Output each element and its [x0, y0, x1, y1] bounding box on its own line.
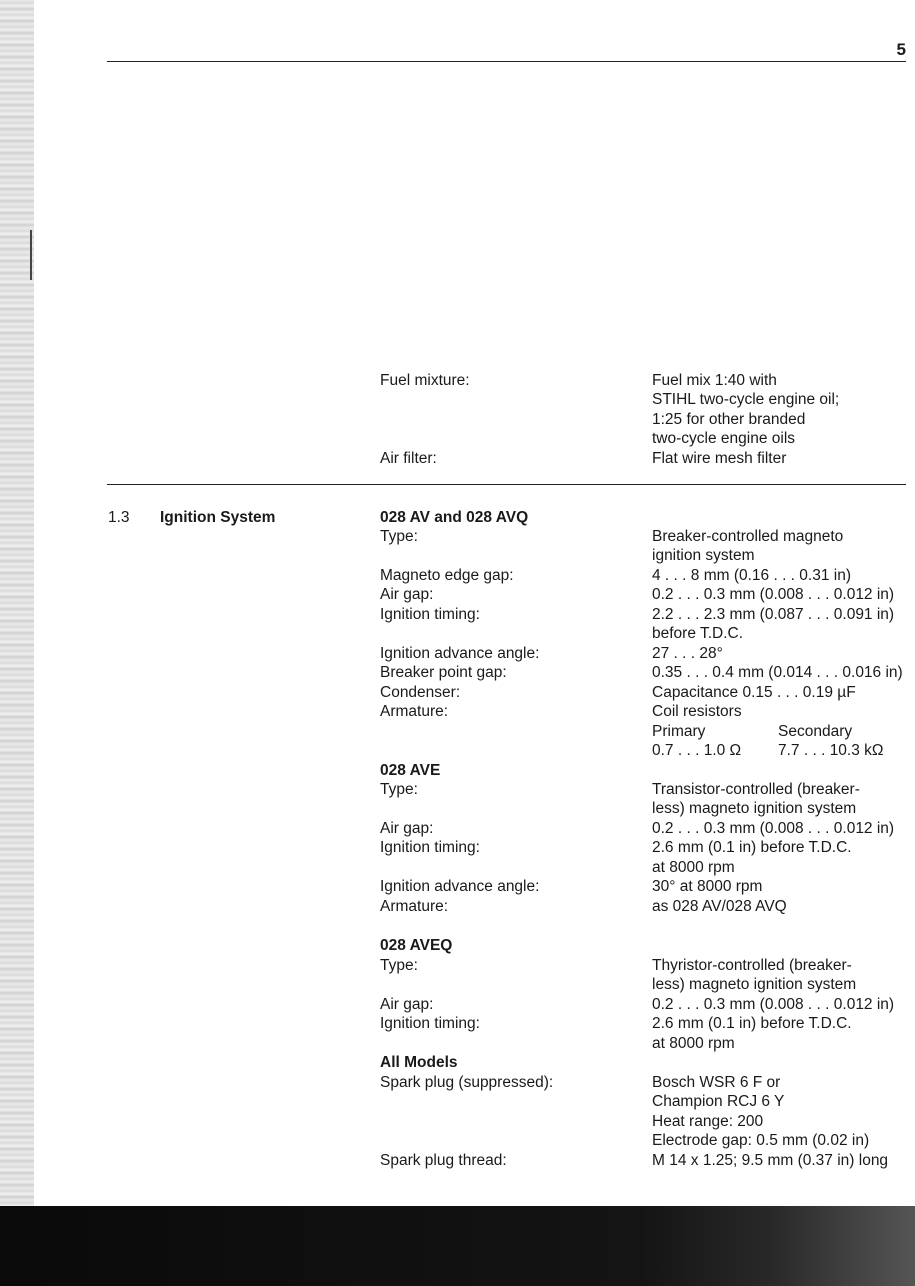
condenser-label: Condenser:: [380, 684, 461, 701]
secondary-value: 7.7 . . . 10.3 kΩ: [778, 742, 884, 759]
scan-bottom-band: [0, 1206, 915, 1286]
ave-heading: 028 AVE: [380, 762, 441, 779]
spark-plug-label: Spark plug (suppressed):: [380, 1074, 554, 1091]
ave-armature-label: Armature:: [380, 898, 449, 915]
fuel-mixture-line: Fuel mix 1:40 with: [652, 372, 777, 389]
av-armature-label: Armature:: [380, 703, 449, 720]
aveq-type-line: Thyristor-controlled (breaker-: [652, 957, 852, 974]
spark-plug-line: Champion RCJ 6 Y: [652, 1093, 785, 1110]
spark-plug-line: Bosch WSR 6 F or: [652, 1074, 781, 1091]
fuel-mixture-line: STIHL two-cycle engine oil;: [652, 391, 840, 408]
section-title: Ignition System: [160, 509, 276, 526]
av-type-label: Type:: [380, 528, 418, 545]
all-models-heading: All Models: [380, 1054, 458, 1071]
av-advance-angle-value: 27 . . . 28°: [652, 645, 723, 662]
ave-armature-value: as 028 AV/028 AVQ: [652, 898, 787, 915]
scan-edge-mark: [30, 230, 32, 280]
primary-label: Primary: [652, 723, 706, 740]
av-type-line: Breaker-controlled magneto: [652, 528, 844, 545]
ave-type-line: less) magneto ignition system: [652, 800, 857, 817]
ave-ignition-timing-line: 2.6 mm (0.1 in) before T.D.C.: [652, 839, 852, 856]
spark-plug-thread-label: Spark plug thread:: [380, 1152, 507, 1169]
av-type-line: ignition system: [652, 547, 755, 564]
av-air-gap-value: 0.2 . . . 0.3 mm (0.008 . . . 0.012 in): [652, 586, 895, 603]
spark-plug-line: Heat range: 200: [652, 1113, 764, 1130]
ave-type-label: Type:: [380, 781, 418, 798]
magneto-edge-gap-label: Magneto edge gap:: [380, 567, 514, 584]
av-avq-heading: 028 AV and 028 AVQ: [380, 509, 529, 526]
ave-air-gap-value: 0.2 . . . 0.3 mm (0.008 . . . 0.012 in): [652, 820, 895, 837]
breaker-point-gap-label: Breaker point gap:: [380, 664, 507, 681]
aveq-air-gap-label: Air gap:: [380, 996, 434, 1013]
spark-plug-line: Electrode gap: 0.5 mm (0.02 in): [652, 1132, 870, 1149]
spark-plug-thread-value: M 14 x 1.25; 9.5 mm (0.37 in) long: [652, 1152, 889, 1169]
av-ignition-timing-label: Ignition timing:: [380, 606, 480, 623]
air-filter-label: Air filter:: [380, 450, 437, 467]
aveq-ignition-timing-line: at 8000 rpm: [652, 1035, 735, 1052]
aveq-air-gap-value: 0.2 . . . 0.3 mm (0.008 . . . 0.012 in): [652, 996, 895, 1013]
condenser-value: Capacitance 0.15 . . . 0.19 µF: [652, 684, 856, 701]
aveq-ignition-timing-line: 2.6 mm (0.1 in) before T.D.C.: [652, 1015, 852, 1032]
ave-air-gap-label: Air gap:: [380, 820, 434, 837]
page-number: 5: [896, 40, 906, 59]
fuel-mixture-label: Fuel mixture:: [380, 372, 470, 389]
scan-edge-shadow: [0, 0, 34, 1286]
av-advance-angle-label: Ignition advance angle:: [380, 645, 540, 662]
header-rule: [107, 61, 906, 62]
ave-advance-angle-value: 30° at 8000 rpm: [652, 878, 763, 895]
secondary-label: Secondary: [778, 723, 853, 740]
av-air-gap-label: Air gap:: [380, 586, 434, 603]
aveq-type-line: less) magneto ignition system: [652, 976, 857, 993]
section-number: 1.3: [108, 509, 130, 526]
ave-ignition-timing-line: at 8000 rpm: [652, 859, 735, 876]
primary-value: 0.7 . . . 1.0 Ω: [652, 742, 742, 759]
av-ignition-timing-line: 2.2 . . . 2.3 mm (0.087 . . . 0.091 in): [652, 606, 895, 623]
breaker-point-gap-value: 0.35 . . . 0.4 mm (0.014 . . . 0.016 in): [652, 664, 903, 681]
fuel-mixture-line: 1:25 for other branded: [652, 411, 806, 428]
aveq-heading: 028 AVEQ: [380, 937, 453, 954]
ave-advance-angle-label: Ignition advance angle:: [380, 878, 540, 895]
aveq-type-label: Type:: [380, 957, 418, 974]
ave-type-line: Transistor-controlled (breaker-: [652, 781, 860, 798]
magneto-edge-gap-value: 4 . . . 8 mm (0.16 . . . 0.31 in): [652, 567, 851, 584]
fuel-mixture-line: two-cycle engine oils: [652, 430, 796, 447]
ave-ignition-timing-label: Ignition timing:: [380, 839, 480, 856]
section-rule: [107, 484, 906, 485]
air-filter-value: Flat wire mesh filter: [652, 450, 787, 467]
av-armature-value: Coil resistors: [652, 703, 742, 720]
aveq-ignition-timing-label: Ignition timing:: [380, 1015, 480, 1032]
av-ignition-timing-line: before T.D.C.: [652, 625, 744, 642]
